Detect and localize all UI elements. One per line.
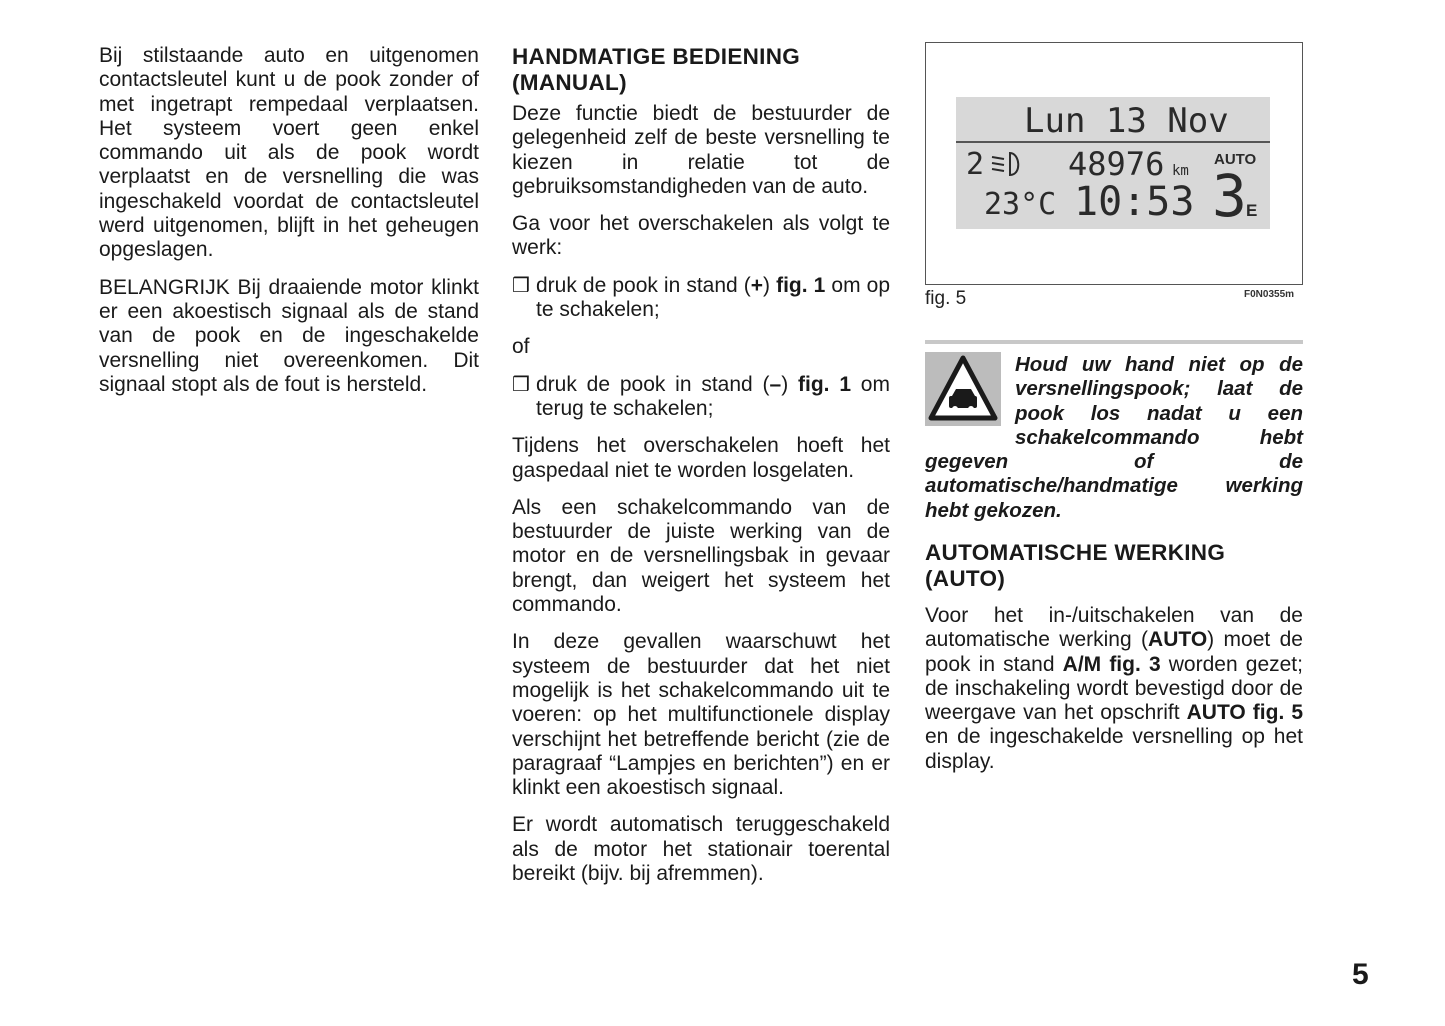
lcd-divider	[956, 141, 1270, 143]
lcd-display	[956, 97, 1270, 229]
heading-auto: AUTOMATISCHE WERKING (AUTO)	[925, 540, 1226, 591]
column-left	[99, 44, 479, 397]
paragraph-manual-intro: Deze functie biedt de bestuurder de gelegenheid zelf de beste versnelling te kiezen in relatie tot de gebruiksomstandigheden van de auto.	[512, 102, 890, 198]
figure-code: F0N0355m	[1244, 289, 1295, 300]
paragraph-instructions: Ga voor het overschakelen als volgt te werk:	[512, 212, 890, 260]
lcd-odometer: 48976	[1068, 145, 1165, 183]
lcd-level: 2	[966, 147, 985, 182]
figure-display	[925, 42, 1303, 285]
lcd-unit: km	[1172, 163, 1189, 179]
heading-manual: HANDMATIGE BEDIENING (MANUAL)	[512, 44, 801, 95]
checkbox-bullet-icon: ❒	[512, 373, 530, 396]
divider	[925, 340, 1303, 344]
lcd-temperature: 23°C	[984, 187, 1057, 222]
paragraph-refuse: Als een schakelcommando van de bestuurder de juiste werking van de motor en de versnellingsbak in gevaar brengt, dan weigert het systeem het commando.	[512, 495, 890, 617]
lcd-time: 10:53	[1074, 179, 1195, 225]
paragraph-throttle: Tijdens het overschakelen hoeft het gaspedaal niet te worden losgelaten.	[512, 434, 890, 482]
paragraph-stationary: Bij stilstaande auto en uitgenomen contactsleutel kunt u de pook zonder of met ingetrapt rempedaal verplaatsen. Het systeem voert geen enkel commando uit als de pook wordt verplaatst en de versnelling die was ingeschakeld voordat de contactsleutel werd uitgenomen, blijft in het geheugen opgeslagen.	[99, 44, 479, 262]
lcd-mode: AUTO	[1214, 151, 1257, 168]
list-item-upshift: ❒ druk de pook in stand (+) fig. 1 om op te schakelen;	[512, 273, 890, 322]
paragraph-warning-display: In deze gevallen waarschuwt het systeem de bestuurder dat het niet mogelijk is het schakelcommando uit te voeren: op het multifunctionele display verschijnt het betreffende bericht (zie de paragraaf “Lampjes en berichten”) en er klinkt een akoestisch signaal.	[512, 630, 890, 800]
text-or: of	[512, 335, 530, 359]
lcd-date: Lun 13 Nov	[1024, 101, 1229, 141]
paragraph-auto: Voor het in-/uitschakelen van de automatische werking (AUTO) moet de pook in stand A/M fig. 3 worden gezet; de inschakeling wordt bevestigd door de weergave van het opschrift AUTO fig. 5 en de ingeschakelde versnelling op het display.	[925, 604, 1304, 773]
paragraph-important: BELANGRIJK Bij draaiende motor klinkt er een akoestisch signaal als de stand van de pook en de ingeschakelde versnelling niet overeenkomen. Dit signaal stopt als de fout is hersteld.	[99, 275, 479, 396]
page-number: 5	[1352, 958, 1369, 991]
list-item-downshift: ❒ druk de pook in stand (–) fig. 1 om terug te schakelen;	[512, 372, 890, 420]
lcd-gear-suffix: E	[1246, 201, 1258, 220]
paragraph-auto-downshift: Er wordt automatisch teruggeschakeld als de motor het stationair toerental bereikt (bijv. bij afremmen).	[512, 813, 890, 886]
warning-text: Houd uw hand niet op de versnellingspook; laat de pook los nadat u een schakelcommando hebt gegeven of de automatische/handmatige werking hebt gekozen.	[925, 353, 1303, 522]
lcd-gear: 3	[1212, 162, 1247, 230]
section-auto	[925, 540, 1303, 774]
column-middle	[512, 44, 890, 886]
checkbox-bullet-icon: ❒	[512, 274, 530, 297]
headlight-icon	[988, 149, 1024, 179]
figure-label: fig. 5	[925, 288, 967, 309]
